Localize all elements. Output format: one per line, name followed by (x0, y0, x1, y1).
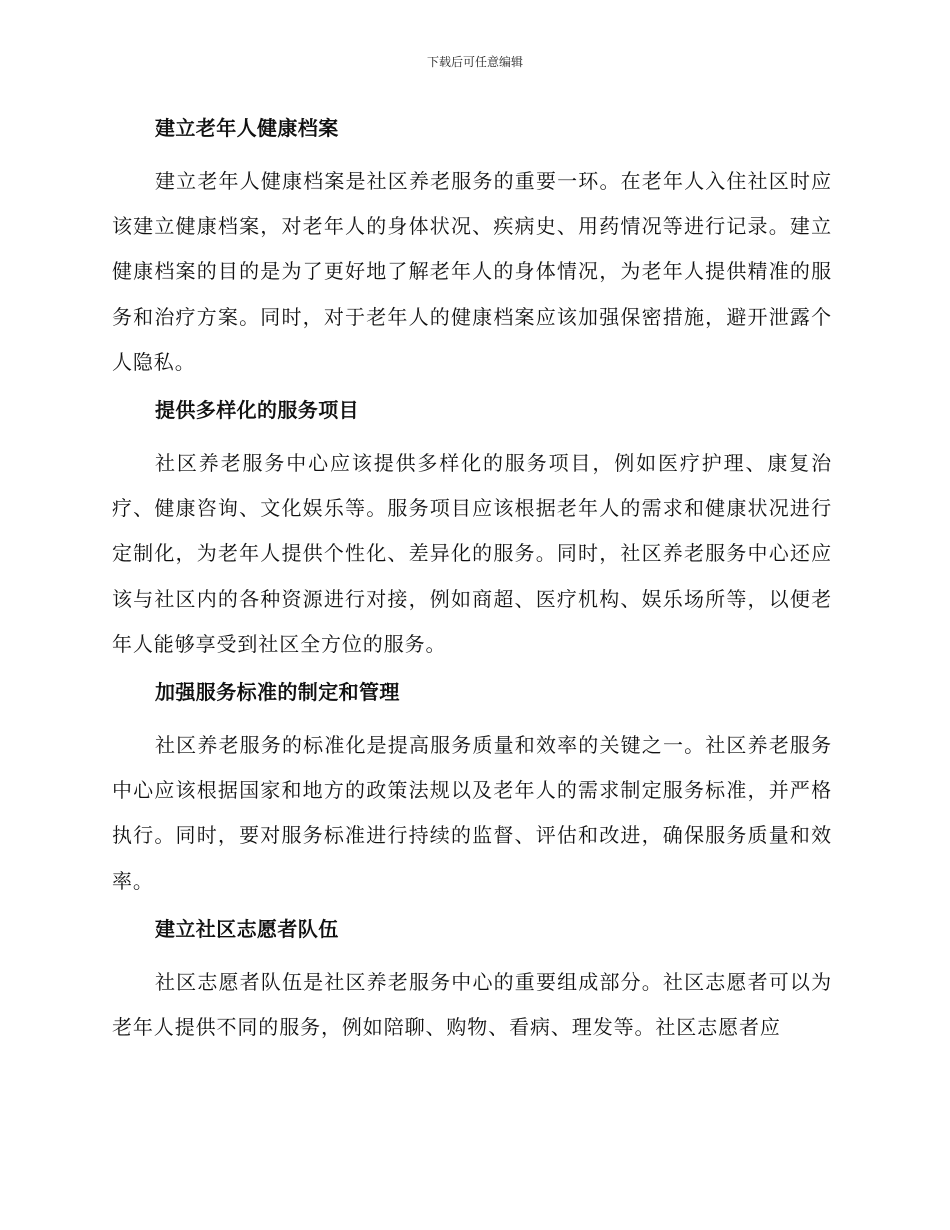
section-health-records (112, 113, 832, 385)
section-heading: 加强服务标准的制定和管理 (155, 680, 400, 705)
section-diverse-services (112, 395, 832, 667)
section-volunteer-team (112, 914, 832, 1050)
section-paragraph: 社区志愿者队伍是社区养老服务中心的重要组成部分。社区志愿者可以为老年人提供不同的服务，例如陪聊、购物、看病、理发等。社区志愿者应 (112, 969, 832, 1040)
section-heading: 建立社区志愿者队伍 (155, 916, 339, 941)
section-heading: 建立老年人健康档案 (155, 116, 339, 140)
section-paragraph: 社区养老服务中心应该提供多样化的服务项目，例如医疗护理、康复治疗、健康咨询、文化娱乐等。服务项目应该根据老年人的需求和健康状况进行定制化，为老年人提供个性化、差异化的服务。同时，社区养老服务中心还应该与社区内的各种资源进行对接，例如商超、医疗机构、娱乐场所等，以便老年人能够享受到社区全方位的服务。 (112, 451, 832, 656)
section-paragraph: 建立老年人健康档案是社区养老服务的重要一环。在老年人入住社区时应该建立健康档案，对老年人的身体状况、疾病史、用药情况等进行记录。建立健康档案的目的是为了更好地了解老年人的身体情况，为老年人提供精准的服务和治疗方案。同时，对于老年人的健康档案应该加强保密措施，避开泄露个人隐私。 (112, 169, 832, 374)
section-paragraph: 社区养老服务的标准化是提高服务质量和效率的关键之一。社区养老服务中心应该根据国家和地方的政策法规以及老年人的需求制定服务标准，并严格执行。同时，要对服务标准进行持续的监督、评估和改进，确保服务质量和效率。 (112, 733, 832, 893)
document-body (112, 113, 832, 1060)
page-header: 下载后可任意编辑 (426, 55, 523, 69)
section-heading: 提供多样化的服务项目 (155, 398, 359, 423)
section-service-standards (112, 677, 832, 904)
